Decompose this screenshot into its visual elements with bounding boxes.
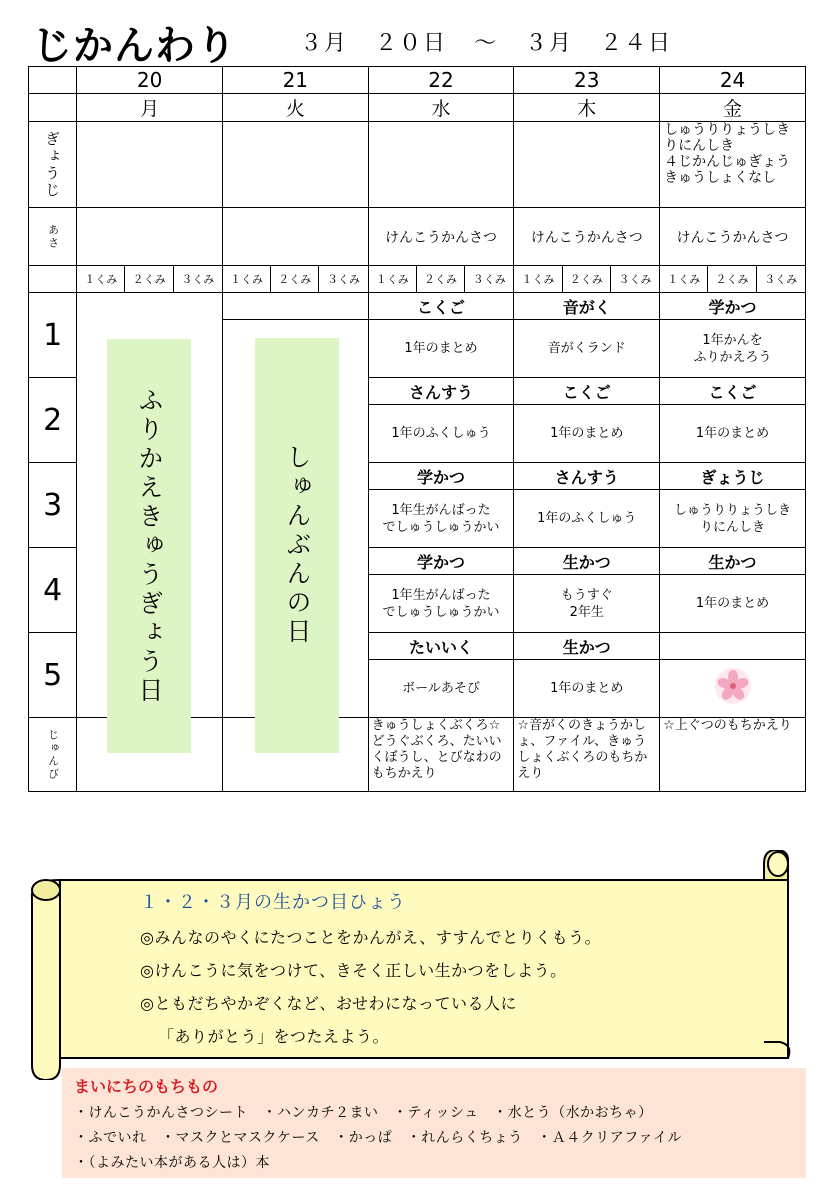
class-label: ２くみ: [562, 266, 610, 293]
fri-subject: こくご: [660, 378, 806, 405]
asa-label-cell: [29, 208, 77, 266]
class-label: ２くみ: [708, 266, 756, 293]
shunbun-banner: [255, 338, 339, 753]
gyouji-mon: [77, 122, 223, 208]
day-of-week: 木: [514, 94, 660, 122]
thu-content: [514, 320, 660, 378]
day-number: 23: [514, 67, 660, 94]
content-text: 1年かんを ふりかえろう: [693, 332, 772, 365]
gyouji-label: ぎょうじ: [43, 130, 62, 199]
class-label: ２くみ: [125, 266, 173, 293]
asa-tue: [222, 208, 368, 266]
day-of-week: 月: [77, 94, 223, 122]
asa-thu: けんこうかんさつ: [514, 208, 660, 266]
date-range: [300, 26, 690, 57]
gyouji-label-cell: [29, 122, 77, 208]
day-of-week-row: [29, 94, 806, 122]
day-number: 22: [368, 67, 514, 94]
period-1-subject-row: [29, 293, 806, 320]
class-label: １くみ: [77, 266, 125, 293]
thu-content: [514, 575, 660, 633]
content-text: 1年のふくしゅう: [391, 426, 491, 441]
range-tilde: ～: [474, 31, 499, 56]
day-number: 24: [660, 67, 806, 94]
fri-content: [660, 575, 806, 633]
fri-subject: 学かつ: [660, 293, 806, 320]
class-label: ３くみ: [173, 266, 222, 293]
tue-period-1-top: [222, 293, 368, 320]
daily-belongings-line: ・ふでいれ ・マスクとマスクケース ・かっぱ ・れんらくちょう ・Ａ４クリアファイル: [74, 1130, 683, 1146]
junbi-label: じゅんび: [46, 728, 60, 781]
class-row: [29, 266, 806, 293]
thu-subject: さんすう: [514, 463, 660, 490]
class-label: １くみ: [514, 266, 562, 293]
fri-content: [660, 405, 806, 463]
daily-belongings-box: [62, 1068, 806, 1178]
end-day: ２４日: [600, 31, 673, 56]
asa-fri: けんこうかんさつ: [660, 208, 806, 266]
gyouji-tue: [222, 122, 368, 208]
wed-content: [368, 490, 514, 548]
class-label: ２くみ: [271, 266, 319, 293]
thu-subject: 音がく: [514, 293, 660, 320]
wed-subject: 学かつ: [368, 463, 514, 490]
thu-content: [514, 405, 660, 463]
content-text: 1年生がんばった でしゅうしゅうかい: [382, 502, 500, 535]
class-label: ３くみ: [756, 266, 805, 293]
thu-content: [514, 660, 660, 718]
content-text: 1年のまとめ: [695, 596, 770, 611]
asa-wed: けんこうかんさつ: [368, 208, 514, 266]
gyouji-wed: [368, 122, 514, 208]
content-text: しゅうりりょうしき りにんしき: [674, 502, 792, 535]
corner-cell: [29, 94, 77, 122]
shunbun-text: しゅんぶんの日: [283, 444, 312, 647]
day-of-week: 水: [368, 94, 514, 122]
class-label: １くみ: [660, 266, 708, 293]
fri-subject: 生かつ: [660, 548, 806, 575]
wed-content: [368, 660, 514, 718]
class-label: ２くみ: [416, 266, 464, 293]
end-month: ３月: [525, 31, 574, 56]
thu-content: [514, 490, 660, 548]
gyouji-row: [29, 122, 806, 208]
class-label: ３くみ: [465, 266, 514, 293]
content-text: 1年のまとめ: [550, 681, 624, 696]
thu-subject: 生かつ: [514, 633, 660, 660]
goal-line: ◎みんなのやくにたつことをかんがえ、すすんでとりくもう。: [140, 928, 602, 947]
furikae-kyuugyou-text: ふりかえきゅうぎょう日: [135, 386, 164, 706]
asa-row: [29, 208, 806, 266]
asa-mon: [77, 208, 223, 266]
goal-line: ◎ともだちやかぞくなど、おせわになっている人に: [140, 994, 517, 1013]
wed-content: [368, 405, 514, 463]
content-text: ボールあそび: [402, 681, 480, 696]
corner-cell: [29, 67, 77, 94]
daily-belongings-line: ・けんこうかんさつシート ・ハンカチ２まい ・ティッシュ ・水とう（水かおちゃ）: [74, 1105, 653, 1121]
gyouji-fri: [660, 122, 806, 208]
gyouji-thu: [514, 122, 660, 208]
period-number: 5: [29, 633, 77, 718]
class-label: ３くみ: [319, 266, 368, 293]
content-text: 1年のまとめ: [550, 426, 624, 441]
day-number-row: [29, 67, 806, 94]
goal-line: ◎けんこうに気をつけて、きそく正しい生かつをしよう。: [140, 961, 567, 980]
gyouji-fri-text: しゅうりりょうしきりにんしき ４じかんじゅぎょう きゅうしょくなし: [664, 122, 791, 186]
content-text: 音がくランド: [547, 341, 626, 356]
class-label: １くみ: [368, 266, 416, 293]
content-text: 1年のふくしゅう: [537, 511, 637, 526]
period-number: 4: [29, 548, 77, 633]
corner-cell: [29, 266, 77, 293]
daily-belongings-line: ・（よみたい本がある人は）本: [74, 1155, 270, 1171]
start-day: ２０日: [375, 31, 448, 56]
fri-content: [660, 660, 806, 718]
wed-subject: さんすう: [368, 378, 514, 405]
junbi-thu: ☆音がくのきょうかしょ、ファイル、きゅうしょくぶくろのもちかえり: [514, 718, 660, 792]
page-title: じかんわり: [32, 23, 237, 69]
content-text: もうすぐ 2年生: [560, 587, 613, 620]
content-text: 1年のまとめ: [695, 426, 770, 441]
day-of-week: 金: [660, 94, 806, 122]
class-label: １くみ: [222, 266, 270, 293]
fri-subject: [660, 633, 806, 660]
asa-label: あさ: [46, 223, 60, 250]
wed-content: [368, 575, 514, 633]
thu-subject: こくご: [514, 378, 660, 405]
junbi-label-cell: [29, 718, 77, 792]
start-month: ３月: [300, 31, 349, 56]
day-number: 20: [77, 67, 223, 94]
wed-content: [368, 320, 514, 378]
period-number: 1: [29, 293, 77, 378]
wed-subject: たいいく: [368, 633, 514, 660]
junbi-fri: ☆上ぐつのもちかえり: [660, 718, 806, 792]
thu-subject: 生かつ: [514, 548, 660, 575]
period-number: 3: [29, 463, 77, 548]
goals-title: １・２・３月の生かつ目ひょう: [140, 892, 406, 913]
fri-content: [660, 490, 806, 548]
period-number: 2: [29, 378, 77, 463]
wed-subject: こくご: [368, 293, 514, 320]
day-of-week: 火: [222, 94, 368, 122]
class-label: ３くみ: [610, 266, 659, 293]
content-text: 1年生がんばった でしゅうしゅうかい: [382, 587, 500, 620]
fri-subject: ぎょうじ: [660, 463, 806, 490]
goal-line: 「ありがとう」をつたえよう。: [158, 1027, 390, 1046]
daily-belongings-title: まいにちのもちもの: [74, 1077, 219, 1096]
content-text: 1年のまとめ: [404, 341, 478, 356]
wed-subject: 学かつ: [368, 548, 514, 575]
day-number: 21: [222, 67, 368, 94]
junbi-wed: きゅうしょくぶくろ☆どうぐぶくろ、たいいくぼうし、とびなわのもちかえり: [368, 718, 514, 792]
sakura-flower-icon: [714, 667, 752, 705]
furikae-kyuugyou-banner: [107, 339, 191, 753]
fri-content: [660, 320, 806, 378]
